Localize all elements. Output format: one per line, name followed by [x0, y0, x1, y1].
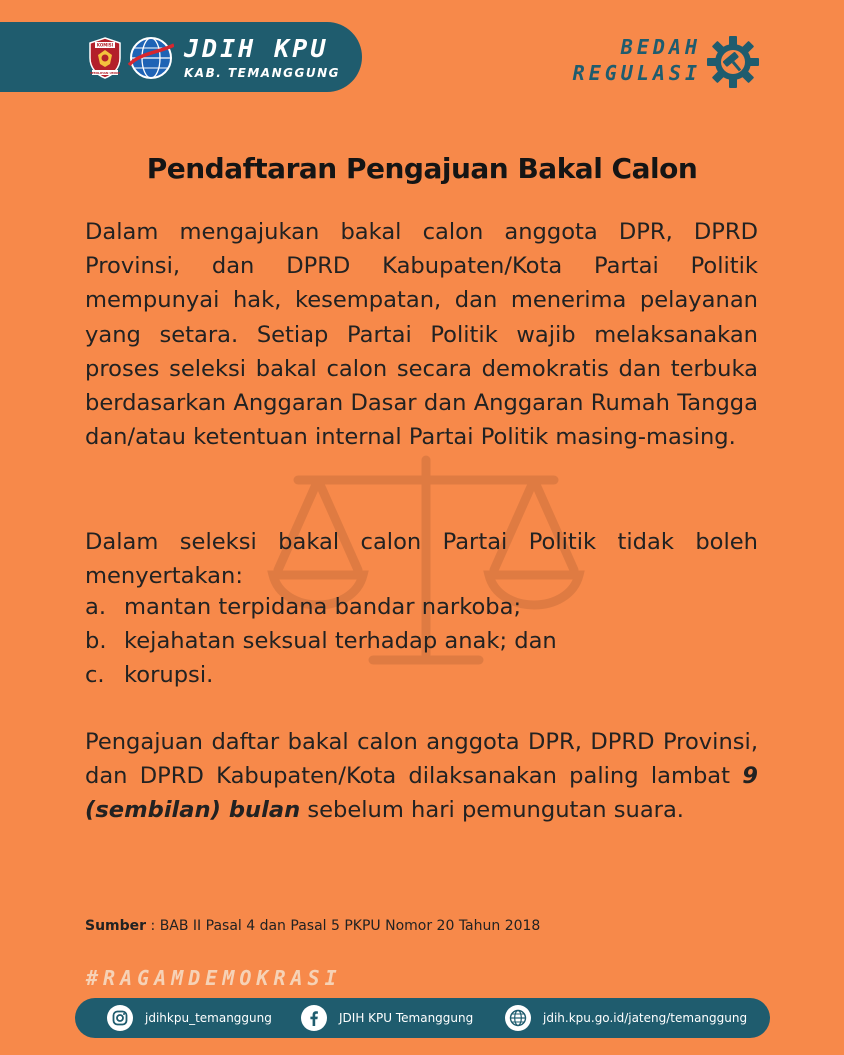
svg-text:KOMISI: KOMISI	[96, 42, 114, 48]
footer-bar	[75, 998, 770, 1038]
globe-logo	[128, 35, 174, 81]
footer-instagram[interactable]	[107, 998, 272, 1038]
facebook-icon	[301, 1005, 327, 1031]
deadline-text-before: Pengajuan daftar bakal calon anggota DPR, DPRD Provinsi, dan DPRD Kabupaten/Kota dilaksanakan paling lambat	[85, 729, 758, 790]
source-label: Sumber	[85, 918, 147, 934]
bedah-line-1: BEDAH	[620, 35, 701, 59]
list-text: korupsi.	[124, 662, 214, 689]
facebook-page: JDIH KPU Temanggung	[339, 1011, 474, 1025]
hashtag: #RAGAMDEMOKRASI	[86, 966, 342, 990]
list-marker: a.	[85, 594, 107, 620]
bedah-line-2: REGULASI	[572, 61, 701, 85]
exclusion-list	[85, 590, 758, 693]
source-text: BAB II Pasal 4 dan Pasal 5 PKPU Nomor 20 Tahun 2018	[159, 918, 541, 934]
list-text: mantan terpidana bandar narkoba;	[124, 594, 522, 620]
globe-icon	[505, 1005, 531, 1031]
paragraph-selection: Dalam seleksi bakal calon Partai Politik tidak boleh menyertakan:	[85, 529, 758, 590]
list-text: kejahatan seksual terhadap anak; dan	[124, 628, 557, 655]
list-marker: c.	[85, 662, 105, 689]
footer-website[interactable]	[505, 998, 747, 1038]
footer-facebook[interactable]	[301, 998, 473, 1038]
brand-title: JDIH KPU	[184, 34, 329, 63]
list-item	[85, 624, 758, 658]
gear-gavel-icon	[706, 35, 760, 89]
source-separator: :	[146, 918, 160, 934]
paragraph-rights: Dalam mengajukan bakal calon anggota DPR, DPRD Provinsi, dan DPRD Kabupaten/Kota Partai Politik mempunyai hak, kesempatan, dan menerima pelayanan yang setara. Setiap Partai Politik wajib melaksanakan proses seleksi bakal calon secara demokratis dan terbuka berdasarkan Anggaran Dasar dan Anggaran Rumah Tangga dan/atau ketentuan internal Partai Politik masing-masing.	[85, 219, 758, 451]
instagram-icon	[107, 1005, 133, 1031]
kpu-logo	[86, 36, 124, 80]
deadline-emphasis: 9 (sembilan) bulan	[85, 763, 758, 824]
source-citation	[85, 918, 540, 934]
bedah-regulasi-label	[573, 34, 701, 86]
svg-text:PEMILIHAN UMUM: PEMILIHAN UMUM	[89, 70, 121, 75]
list-item	[85, 590, 758, 624]
website-url: jdih.kpu.go.id/jateng/temanggung	[543, 1011, 748, 1025]
page-title: Pendaftaran Pengajuan Bakal Calon	[146, 152, 698, 185]
deadline-text-after: sebelum hari pemungutan suara.	[300, 797, 684, 824]
paragraph-deadline	[85, 725, 758, 828]
brand-subtitle: KAB. TEMANGGUNG	[184, 66, 340, 80]
instagram-handle: jdihkpu_temanggung	[145, 1011, 272, 1025]
list-marker: b.	[85, 628, 107, 655]
list-item	[85, 658, 758, 692]
